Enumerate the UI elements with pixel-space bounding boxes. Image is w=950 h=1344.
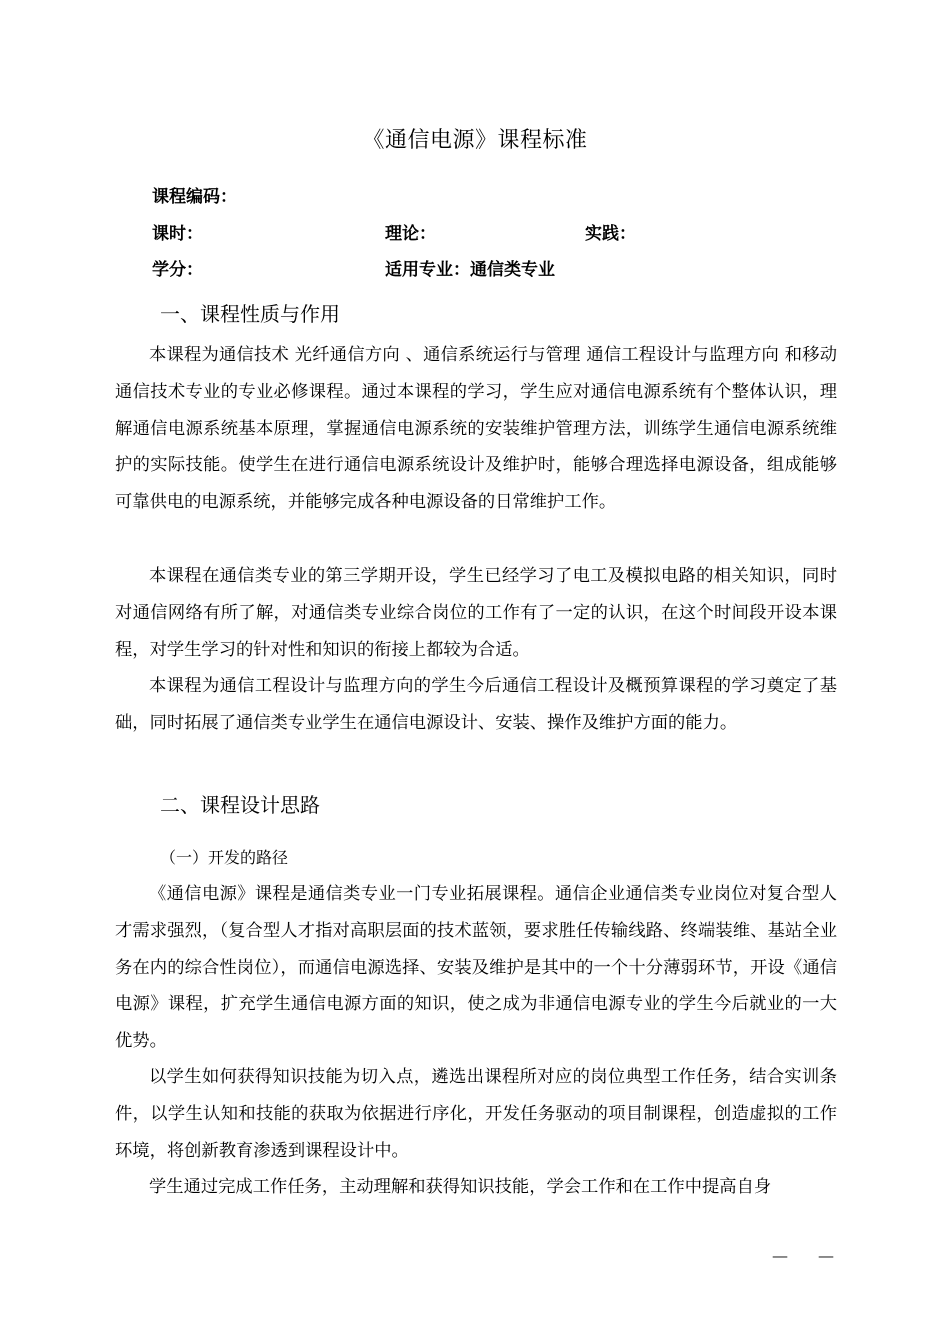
section2-subheading: （一）开发的路径 <box>160 848 289 867</box>
section2-heading: 二、课程设计思路 <box>160 793 320 817</box>
section1-paragraph-1: 本课程为通信技术 光纤通信方向 、通信系统运行与管理 通信工程设计与监理方向 和移动通信技术专业的专业必修课程。通过本课程的学习，学生应对通信电源系统有个整体认识，理解通信电源系统基本原理，掌握通信电源系统的安装维护管理方法，训练学生通信电源系统维护的实际技能。使学生在进行通信电源系统设计及维护时，能够合理选择电源设备，组成能够可靠供电的电源系统，并能够完成各种电源设备的日常维护工作。 <box>115 345 837 513</box>
footer-dash-right: — <box>818 1246 834 1265</box>
theory-label: 理论： <box>385 224 436 244</box>
course-code-label: 课程编码： <box>152 187 237 207</box>
major-label: 适用专业：通信类专业 <box>385 260 555 280</box>
footer-dash-left: — <box>772 1246 788 1265</box>
hours-label: 课时： <box>152 224 203 244</box>
section2-paragraph-3: 学生通过完成工作任务，主动理解和获得知识技能，学会工作和在工作中提高自身 <box>149 1177 772 1197</box>
section1-paragraph-2: 本课程在通信类专业的第三学期开设，学生已经学习了电工及模拟电路的相关知识，同时对通信网络有所了解，对通信类专业综合岗位的工作有了一定的认识，在这个时间段开设本课程，对学生学习的针对性和知识的衔接上都较为合适。 <box>115 566 837 660</box>
section2-paragraph-1: 《通信电源》课程是通信类专业一门专业拓展课程。通信企业通信类专业岗位对复合型人才需求强烈，（复合型人才指对高职层面的技术蓝领，要求胜任传输线路、终端装维、基站全业务在内的综合性岗位），而通信电源选择、安装及维护是其中的一个十分薄弱环节，开设《通信电源》课程，扩充学生通信电源方面的知识，使之成为非通信电源专业的学生今后就业的一大优势。 <box>115 884 837 1052</box>
section2-paragraph-2: 以学生如何获得知识技能为切入点，遴选出课程所对应的岗位典型工作任务，结合实训条件，以学生认知和技能的获取为依据进行序化，开发任务驱动的项目制课程，创造虚拟的工作环境，将创新教育渗透到课程设计中。 <box>115 1067 837 1161</box>
section1-heading: 一、课程性质与作用 <box>160 302 340 326</box>
document-title: 《通信电源》课程标准 <box>362 128 588 153</box>
section1-paragraph-3: 本课程为通信工程设计与监理方向的学生今后通信工程设计及概预算课程的学习奠定了基础，同时拓展了通信类专业学生在通信电源设计、安装、操作及维护方面的能力。 <box>115 676 837 733</box>
practice-label: 实践： <box>585 224 636 244</box>
credits-label: 学分： <box>152 260 203 280</box>
